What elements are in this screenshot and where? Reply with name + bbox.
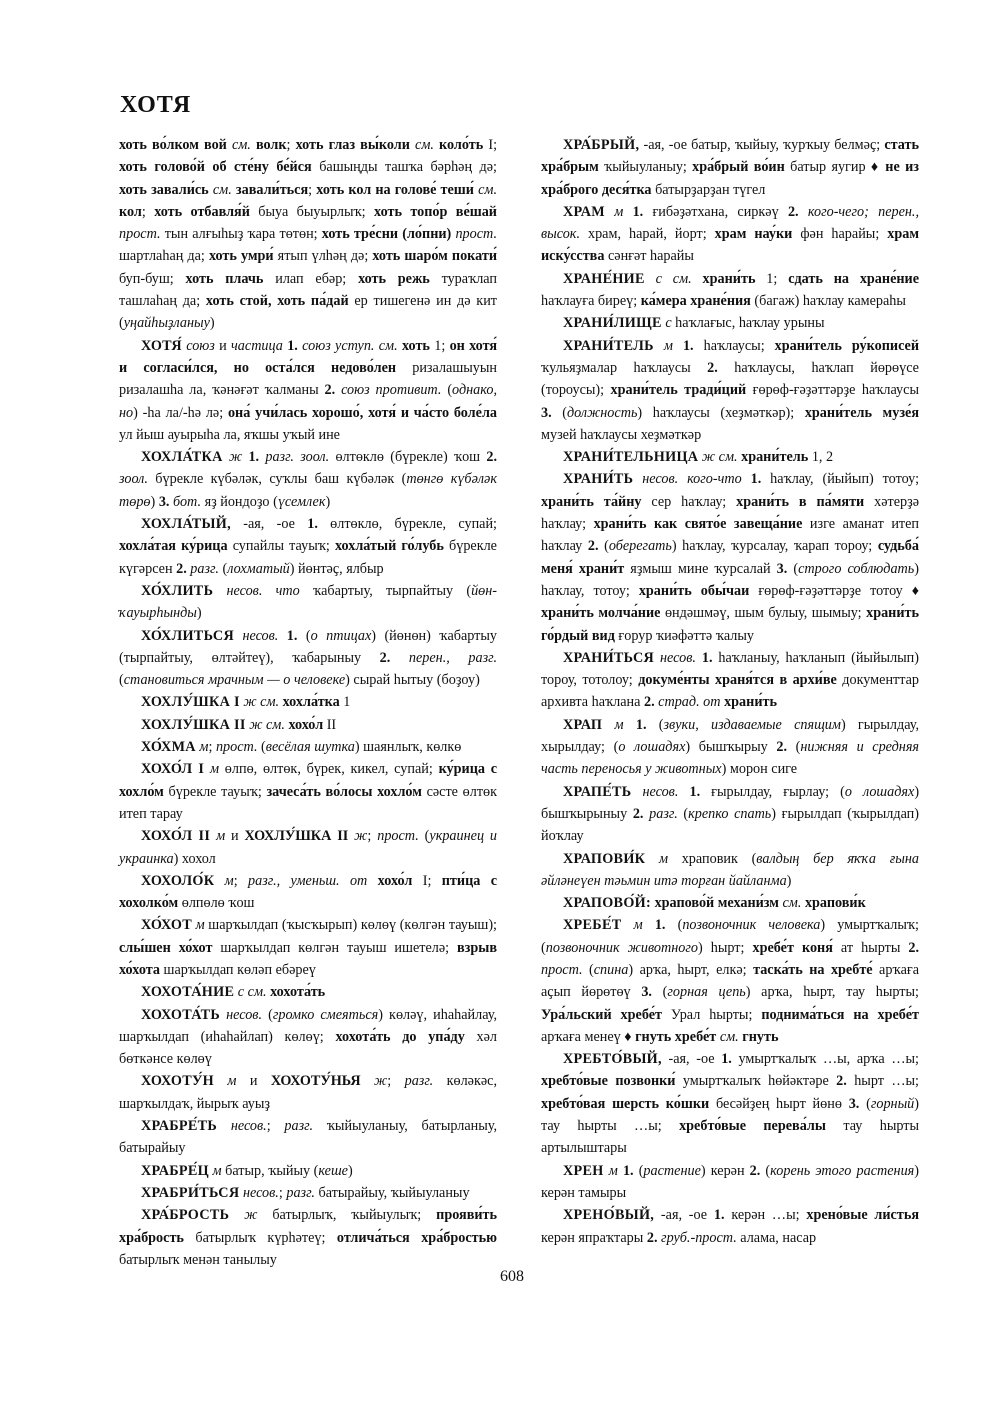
dictionary-entry (541, 892, 919, 914)
entry-definition: союз и частица 1. союз уступ. см. хоть 1; он хотя́ и согласи́лся, но оста́лся недово́лен ризалашыуын ризалашһа ла, ҡәнәғәт ҡалманы 2. союз противит. (однако, но) -һа ла/-һә лә; она́ учи́лась хорошо́, хотя́ и ча́сто боле́ла ул йыш ауырыһа ла, яҡшы уҡый ине (119, 337, 498, 443)
entry-headword: ХРА́БРОСТЬ (141, 1207, 230, 1224)
entry-definition: несов. 1. ғырылдау, ғырлау; (о лошадях) бышҡырыныу 2. разг. (крепко спать) ғырылдап (ҡырылдап) йоҡлау (541, 783, 920, 845)
entry-definition: несов. 1. һаҡланыу, һаҡланып (йыйылып) тороу, тотолоу; докуме́нты храня́тся в архи́ве документтар архивта һаҡлана 2. страд. от храни́ть (541, 649, 920, 711)
entry-headword: ХРАПОВО́Й: (563, 895, 652, 912)
dictionary-entry (119, 825, 497, 870)
entry-headword: ХО́ХМА (141, 739, 196, 756)
dictionary-entry (541, 268, 919, 313)
dictionary-entry (541, 848, 919, 893)
entry-headword: ХОХОТА́ТЬ (141, 1006, 221, 1023)
entry-headword: ХОХЛА́ТКА (141, 449, 223, 466)
dictionary-entry (119, 758, 497, 825)
entry-headword: ХО́ХЛИТЬСЯ (141, 627, 234, 644)
entry-headword: ХРЕН (563, 1162, 604, 1179)
entry-definition: м; разг., уменьш. от хохо́л I; пти́ца с хохолко́м өлпөлө ҡош (119, 872, 497, 912)
entry-headword: ХРЕБТО́ВЫЙ, (563, 1051, 662, 1068)
page-number: 608 (500, 1268, 524, 1285)
dictionary-entry (119, 335, 497, 446)
entry-headword: ХО́ХОТ (141, 917, 192, 934)
entry-definition: м шарҡылдап (ҡысҡырып) көлөү (көлгән тауыш); слы́шен хо́хот шарҡылдап көлгән тауыш ишетелә; взрыв хо́хота шарҡылдап көләп ебәреү (119, 917, 497, 978)
entry-headword: ХРАМ (563, 203, 605, 220)
entry-definition: м 1. (позвоночник человека) умыртҡалыҡ; (позвоночник животного) һырт; хребе́т коня́ ат һырты 2. прост. (спина) арҡа, һырт, елкә; таска́ть на хребте́ арҡаға аҫып йөрөтөү 3. (горная цепь) арҡа, һырт, тау һырты; Ура́льский хребе́т Урал һырты; поднима́ться на хребе́т арҡаға менеү ♦ гнуть хребе́т см. гнуть (541, 917, 920, 1045)
dictionary-entry (119, 625, 497, 692)
entry-definition: ж 1. разг. зоол. өлтөклө (бүрекле) ҡош 2. зоол. бүрекле күбәләк, суҡлы баш күбәләк (төнгө күбәләк төрө) 3. бот. яҙ йондоҙо (үсемлек) (119, 449, 498, 510)
entry-definition: м 1. (растение) керән 2. (корень этого растения) керән тамыры (541, 1162, 919, 1201)
entry-definition: с һаҡлағыс, һаҡлау урыны (665, 315, 825, 332)
dictionary-entry (119, 870, 497, 915)
dictionary-entry (541, 312, 919, 334)
entry-definition: -ая, -ое 1. керән …ы; хрено́вые ли́стья керән япраҡтары 2. груб.-прост. алама, насар (541, 1207, 919, 1246)
entry-definition: м 1. һаҡлаусы; храни́тель ру́кописей ҡульяҙмалар һаҡлаусы 2. һаҡлаусы, һаҡлап йөрөүсе (тороусы); храни́тель тради́ций ғөрөф-ғәҙәттәрҙе һаҡлаусы 3. (должность) һаҡлаусы (хеҙмәткәр); храни́тель музе́я музей һаҡлаусы хеҙмәткәр (541, 337, 920, 443)
dictionary-entry (119, 691, 497, 713)
entry-headword: ХО́ХЛИТЬ (141, 582, 214, 599)
entry-headword: ХРАНИ́ТЕЛЬ (563, 337, 654, 354)
entry-headword: ХРАП (563, 716, 603, 733)
entry-definition: несов. (громко смеяться) көләү, иһаһайлау, шарҡылдап (иһаһайлап) көлөү; хохота́ть до упа́ду хәл бөткәнсе көлөү (119, 1006, 498, 1068)
entry-definition: с см. хохота́ть (237, 984, 326, 1001)
entry-definition: м; прост. (весёлая шутка) шаянлыҡ, көлкө (199, 739, 462, 756)
dictionary-entry (119, 914, 497, 981)
entry-headword: ХРАНИ́ТЕЛЬНИЦА (563, 449, 699, 466)
dictionary-entry (119, 1204, 497, 1271)
dictionary-entry (119, 714, 497, 736)
entry-headword: ХОХЛА́ТЫЙ, (141, 516, 231, 533)
entry-headword: ХРАПОВИ́К (563, 850, 646, 867)
dictionary-entry (541, 1160, 919, 1205)
entry-definition: -ая, -ое 1. өлтөклө, бүрекле, супай; хохла́тая ку́рица супайлы тауыҡ; хохла́тый го́лубь бүрекле күгәрсен 2. разг. (лохматый) йөнтәҫ, ялбыр (119, 516, 497, 577)
dictionary-entry (119, 513, 497, 580)
dictionary-entry (541, 201, 919, 268)
entry-definition: хоть во́лком вой см. волк; хоть глаз вы́коли см. коло́ть I; хоть голово́й об сте́ну бе́йся башыңды ташҡа бәрһәң дә; хоть завали́сь см. завали́ться; хоть кол на голове́ теши́ см. кол; хоть отбавля́й быуа быуырлыҡ; хоть топо́р ве́шай прост. тын алғыһыҙ ҡара төтөн; хоть тре́сни (ло́пни) прост. шартлаһаң да; хоть умри́ ятып үлһәң дә; хоть шаро́м покати́ буп-буш; хоть плачь илап ебәр; хоть режь тураҡлап ташлаһаң да; хоть стой, хоть па́дай ер тишегенә ин дә кит (уңайһыҙланыу) (119, 137, 498, 332)
entry-definition: храпово́й механи́зм см. храпови́к (654, 895, 866, 912)
entry-definition: ж батырлыҡ, ҡыйыулыҡ; прояви́ть хра́брость батырлыҡ күрһәтеү; отлича́ться хра́бростью батырлыҡ менән танылыу (119, 1207, 498, 1268)
entry-definition: м 1. (звуки, издаваемые спящим) гырылдау, хырылдау; (о лошадях) бышҡырыу 2. (нижняя и средняя часть переносья у животных) морон сиге (541, 716, 920, 778)
entry-definition: м өлпө, өлтөк, бүрек, кикел, супай; ку́рица с хохло́м бүрекле тауыҡ; зачеса́ть во́лосы хохло́м сәсте өлтөк итеп тарау (119, 761, 498, 822)
entry-headword: ХРЕБЕ́Т (563, 917, 622, 934)
dictionary-entry (119, 981, 497, 1003)
entry-definition: м батыр, ҡыйыу (кеше) (212, 1162, 353, 1179)
dictionary-entry (119, 1182, 497, 1204)
entry-headword: ХРАНЕ́НИЕ (563, 270, 645, 287)
entry-headword: ХРАНИ́ТЬСЯ (563, 649, 655, 666)
entry-headword: ХРАБРЕ́Ц (141, 1162, 209, 1179)
entry-definition: несов.; разг. батырайыу, ҡыйыуланыу (242, 1184, 470, 1201)
left-column (119, 134, 497, 1271)
entry-headword: ХОХО́Л II (141, 828, 211, 845)
entry-definition: ж см. храни́тель 1, 2 (701, 449, 834, 466)
dictionary-entry (119, 1004, 497, 1071)
entry-headword: ХОХОТА́НИЕ (141, 984, 235, 1001)
entry-definition: -ая, -ое батыр, ҡыйыу, ҡурҡыу белмәҫ; стать хра́брым ҡыйыуланыу; хра́брый во́ин батыр яугир ♦ не из хра́брого деся́тка батырҙарҙан түгел (541, 137, 919, 198)
dictionary-entry (541, 1048, 919, 1159)
entry-headword: ХОХОТУ́Н (141, 1073, 215, 1090)
dictionary-entry (119, 1070, 497, 1115)
entry-headword: ХРАНИ́ТЬ (563, 471, 634, 488)
entry-definition: м и ХОХЛУ́ШКА II ж; прост. (украинец и украинка) хохол (119, 828, 498, 867)
entry-headword: ХРАБРИ́ТЬСЯ (141, 1184, 240, 1201)
entry-headword: ХРА́БРЫЙ, (563, 137, 640, 153)
entry-headword: ХОХО́Л I (141, 761, 205, 778)
entry-headword: ХОХЛУ́ШКА II (141, 716, 246, 733)
dictionary-entry (119, 446, 497, 513)
entry-headword: ХОХЛУ́ШКА I (141, 694, 240, 711)
dictionary-entry (541, 468, 919, 646)
entry-definition: несов. что ҡабартыу, тырпайтыу (йөн-ҡауырһынды) (119, 582, 498, 622)
entry-headword: ХРАПЕ́ТЬ (563, 783, 632, 800)
dictionary-entry (541, 714, 919, 781)
dictionary-entry (541, 1204, 919, 1249)
entry-definition: -ая, -ое 1. умыртҡалыҡ …ы, арҡа …ы; хребто́вые позвонки́ умыртҡалыҡ һөйәктәре 2. һырт …ы; хребто́вая шерсть ко́шки бесәйҙең һырт йөнө 3. (горный) тау һырты …ы; хребто́вые перева́лы тау һырты артылыштары (541, 1051, 920, 1157)
dictionary-entry (119, 134, 497, 335)
dictionary-entry (541, 781, 919, 848)
entry-headword: ХРАБРЕ́ТЬ (141, 1118, 218, 1135)
dictionary-entry (119, 1160, 497, 1182)
entry-headword: ХОТЯ́ (141, 337, 182, 354)
entry-definition: с см. храни́ть 1; сдать на хране́ние һаҡлауға биреү; ка́мера хране́ния (багаж) һаҡлау камераһы (541, 270, 920, 310)
dictionary-entry (119, 580, 497, 625)
entry-definition: м храповик (валдың бер яҡҡа ғына әйләнеүен тәьмин итә торған йайланма) (541, 850, 919, 889)
entry-definition: ж см. хохла́тка 1 (243, 694, 351, 711)
dictionary-entry (541, 335, 919, 446)
dictionary-entry (119, 736, 497, 758)
entry-definition: м 1. ғибәҙәтхана, сиркәү 2. кого-чего; перен., высок. храм, һарай, йорт; храм нау́ки фән һарайы; храм иску́сства сәнғәт һарайы (541, 203, 920, 265)
entry-definition: несов. кого-что 1. һаҡлау, (йыйып) тотоу; храни́ть та́йну сер һаҡлау; храни́ть в па́мяти хәтерҙә һаҡлау; храни́ть как свято́е завеща́ние изге аманат итеп һаҡлау 2. (оберегать) һаҡлау, ҡурсалау, ҡарап тороу; судьба́ меня́ храни́т яҙмыш мине ҡурсалай 3. (строго соблюдать) һаҡлау, тотоу; храни́ть обы́чаи ғөрөф-ғәҙәттәрҙе тотоу ♦ храни́ть молча́ние өндәшмәү, шым булыу, шымыу; храни́ть го́рдый вид ғорур ҡиәфәттә ҡалыу (541, 471, 920, 644)
running-head: ХОТЯ (120, 92, 192, 118)
dictionary-entry (541, 446, 919, 468)
entry-definition: м и ХОХОТУ́НЬЯ ж; разг. көләкәс, шарҡылдаҡ, йырыҡ ауыҙ (119, 1073, 498, 1112)
dictionary-entry (119, 1115, 497, 1160)
dictionary-entry (541, 914, 919, 1048)
entry-definition: ж см. хохо́л II (249, 716, 337, 733)
dictionary-entry (541, 134, 919, 201)
entry-headword: ХОХОЛО́К (141, 872, 215, 889)
entry-definition: несов.; разг. ҡыйыуланыу, батырланыу, батырайыу (119, 1118, 497, 1157)
dictionary-entry (541, 647, 919, 714)
entry-headword: ХРАНИ́ЛИЩЕ (563, 315, 662, 332)
entry-definition: несов. 1. (о птицах) (йөнөн) ҡабартыу (тырпайтыу, өлтәйтеү), ҡабарыныу 2. перен., разг. (становиться мрачным — о человеке) сырай һытыу (боҙоу) (119, 627, 498, 689)
entry-headword: ХРЕНО́ВЫЙ, (563, 1207, 655, 1224)
right-column (541, 134, 919, 1249)
